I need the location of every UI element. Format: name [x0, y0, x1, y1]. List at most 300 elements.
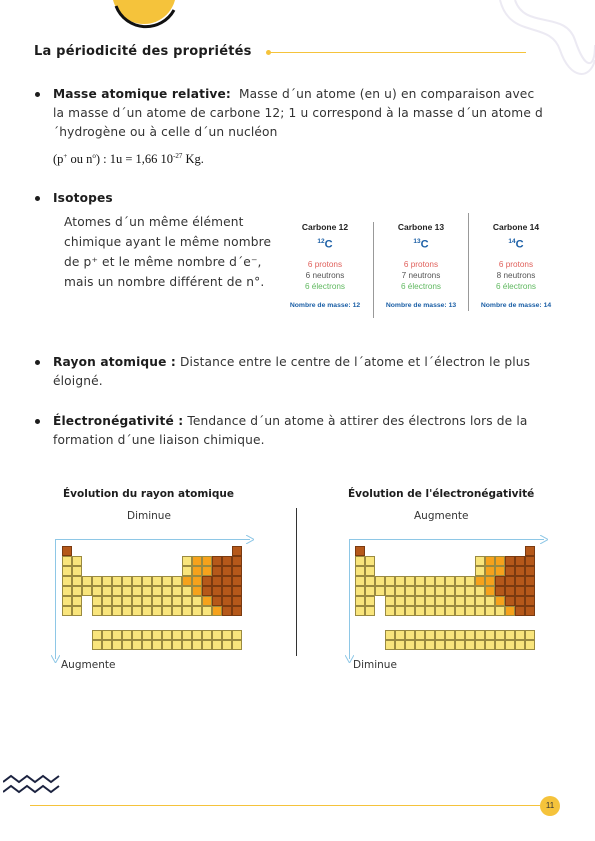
element-cell [112, 640, 122, 650]
horizontal-arrow [55, 539, 250, 540]
element-cell [405, 576, 415, 586]
element-cell [152, 586, 162, 596]
element-cell [415, 586, 425, 596]
element-cell [232, 586, 242, 596]
header-circle-decoration [108, 0, 180, 32]
element-cell [475, 556, 485, 566]
isotope-mass-number: Nombre de masse: 13 [385, 301, 457, 309]
element-cell [92, 640, 102, 650]
element-cell [465, 640, 475, 650]
element-cell [385, 640, 395, 650]
masse-label: Masse atomique relative [53, 87, 226, 101]
element-cell [425, 576, 435, 586]
element-cell [465, 596, 475, 606]
element-cell [182, 566, 192, 576]
isotope-column-c13 [374, 222, 468, 309]
element-cell [202, 606, 212, 616]
element-cell [132, 586, 142, 596]
arrow-down-icon [345, 655, 354, 663]
element-cell [122, 606, 132, 616]
element-cell [92, 586, 102, 596]
arrow-right-icon [540, 535, 548, 544]
formula-sup: + [63, 152, 68, 160]
element-cell [465, 586, 475, 596]
element-cell [515, 586, 525, 596]
element-cell [72, 566, 82, 576]
element-cell [485, 630, 495, 640]
element-cell [122, 596, 132, 606]
rayon-paragraph [53, 353, 553, 391]
isotope-column-c14 [469, 222, 563, 309]
element-cell [385, 586, 395, 596]
element-cell [395, 630, 405, 640]
element-cell [182, 640, 192, 650]
element-cell [495, 640, 505, 650]
element-cell [182, 556, 192, 566]
element-cell [525, 556, 535, 566]
element-cell [355, 606, 365, 616]
element-cell [445, 586, 455, 596]
element-cell [232, 566, 242, 576]
element-cell [202, 576, 212, 586]
corner-curve-decoration [490, 0, 595, 90]
element-cell [62, 566, 72, 576]
element-cell [435, 596, 445, 606]
element-cell [152, 596, 162, 606]
element-cell [355, 586, 365, 596]
element-cell [475, 640, 485, 650]
formula-part: ) : 1u = 1,66 10 [95, 152, 174, 167]
element-cell [182, 596, 192, 606]
element-cell [495, 566, 505, 576]
isotope-neutrons: 7 neutrons [401, 270, 441, 280]
element-cell [355, 596, 365, 606]
isotope-protons: 6 protons [307, 259, 343, 269]
element-cell [475, 576, 485, 586]
element-cell [415, 630, 425, 640]
periodic-table-rayon [62, 546, 250, 650]
element-cell [375, 586, 385, 596]
element-cell [455, 606, 465, 616]
element-cell [182, 630, 192, 640]
element-cell [515, 566, 525, 576]
element-cell [62, 576, 72, 586]
element-cell [72, 576, 82, 586]
element-cell [212, 586, 222, 596]
element-cell [122, 630, 132, 640]
element-cell [192, 630, 202, 640]
element-cell [212, 576, 222, 586]
formula-part: ou n [67, 152, 93, 167]
panel-separator [296, 508, 297, 656]
panel-top-label: Diminue [127, 510, 171, 522]
bullet [35, 360, 40, 365]
element-cell [505, 566, 515, 576]
element-cell [222, 576, 232, 586]
arrow-down-icon [51, 655, 60, 663]
panel-title-electro: Évolution de l'électronégativité [348, 488, 535, 500]
element-cell [455, 640, 465, 650]
element-cell [142, 606, 152, 616]
element-cell [435, 630, 445, 640]
element-cell [355, 566, 365, 576]
bullet [35, 196, 40, 201]
element-cell [495, 606, 505, 616]
element-cell [525, 586, 535, 596]
element-cell [182, 606, 192, 616]
isotope-mass-sup: 14 [508, 238, 516, 245]
element-cell [72, 586, 82, 596]
element-cell [162, 630, 172, 640]
electro-text: Tendance d´un atome à attirer des électrons lors de la formation d´une liaison chimique. [53, 414, 528, 447]
element-cell [62, 556, 72, 566]
element-cell [495, 596, 505, 606]
element-cell [232, 630, 242, 640]
element-cell [395, 640, 405, 650]
element-cell [172, 606, 182, 616]
element-cell [232, 596, 242, 606]
element-cell [92, 630, 102, 640]
element-cell [395, 606, 405, 616]
element-cell [212, 606, 222, 616]
element-cell [405, 596, 415, 606]
element-cell [515, 606, 525, 616]
element-cell [525, 606, 535, 616]
element-cell [192, 576, 202, 586]
element-cell [445, 640, 455, 650]
isotope-mass-number: Nombre de masse: 14 [480, 301, 552, 309]
element-cell [142, 586, 152, 596]
isotope-title: Carbone 12 [301, 222, 349, 232]
element-cell [162, 606, 172, 616]
element-cell [365, 606, 375, 616]
element-cell [505, 576, 515, 586]
formula-sup: o [92, 152, 96, 160]
element-cell [172, 640, 182, 650]
element-cell [425, 596, 435, 606]
electro-label: Électronégativité : [53, 414, 184, 428]
rayon-label: Rayon atomique : [53, 355, 176, 369]
element-cell [495, 630, 505, 640]
element-cell [132, 576, 142, 586]
element-cell [385, 576, 395, 586]
element-cell [122, 576, 132, 586]
element-cell [202, 586, 212, 596]
element-cell [72, 606, 82, 616]
element-cell [475, 586, 485, 596]
element-cell [172, 576, 182, 586]
element-cell [232, 556, 242, 566]
element-cell [132, 630, 142, 640]
element-cell [365, 586, 375, 596]
element-cell [222, 630, 232, 640]
element-cell [445, 596, 455, 606]
page-title: La périodicité des propriétés [34, 44, 252, 59]
element-cell [212, 630, 222, 640]
title-underline [268, 52, 526, 53]
element-cell [435, 576, 445, 586]
element-cell [162, 640, 172, 650]
element-cell [142, 576, 152, 586]
element-cell [505, 586, 515, 596]
element-cell [202, 630, 212, 640]
element-cell [232, 606, 242, 616]
element-cell [192, 566, 202, 576]
isotope-protons: 6 protons [403, 259, 439, 269]
element-cell [82, 586, 92, 596]
masse-paragraph [53, 85, 543, 142]
element-cell [385, 596, 395, 606]
masse-text: Masse d´un atome (en u) en comparaison avec la masse d´un atome de carbone 12; 1 u correspond à la masse d´un atome d´hydrogène ou à celle d´un nucléon [53, 87, 543, 139]
element-cell [485, 596, 495, 606]
element-cell [162, 576, 172, 586]
formula-part: (p [53, 152, 64, 167]
element-cell [102, 606, 112, 616]
element-cell [112, 630, 122, 640]
element-cell [192, 556, 202, 566]
isotope-electrons: 6 électrons [495, 281, 537, 291]
horizontal-arrow [349, 539, 544, 540]
element-cell [485, 586, 495, 596]
footer-line [30, 805, 540, 806]
isotope-symbol [374, 238, 468, 251]
element-cell [355, 556, 365, 566]
element-cell [465, 576, 475, 586]
element-cell [132, 640, 142, 650]
element-cell [112, 576, 122, 586]
element-cell [475, 596, 485, 606]
element-cell [375, 576, 385, 586]
vertical-arrow [349, 539, 350, 659]
element-cell [192, 606, 202, 616]
panel-title-rayon: Évolution du rayon atomique [63, 488, 235, 500]
element-cell [212, 640, 222, 650]
element-cell [222, 556, 232, 566]
isotopes-definition: Atomes d´un même élément chimique ayant le même nombre de p⁺ et le même nombre d´e⁻, mais un nombre différent de n°. [64, 215, 272, 289]
element-cell [102, 596, 112, 606]
panel-bottom-label: Augmente [61, 659, 116, 671]
element-cell [112, 586, 122, 596]
element-cell [102, 576, 112, 586]
page-number-badge: 11 [540, 796, 560, 816]
element-cell [202, 596, 212, 606]
element-cell [92, 596, 102, 606]
element-cell [232, 640, 242, 650]
element-cell [435, 586, 445, 596]
element-cell [232, 546, 242, 556]
isotope-symbol-letter: C [324, 238, 333, 251]
isotope-mass-sup: 12 [317, 238, 325, 245]
element-cell [435, 640, 445, 650]
isotope-column-c12 [278, 222, 372, 309]
element-cell [405, 586, 415, 596]
element-cell [122, 586, 132, 596]
isotopes-label-text: Isotopes [53, 191, 113, 205]
isotope-title: Carbone 14 [492, 222, 540, 232]
element-cell [525, 576, 535, 586]
element-cell [365, 556, 375, 566]
element-cell [222, 596, 232, 606]
element-cell [485, 640, 495, 650]
isotopes-label [53, 189, 113, 208]
element-cell [142, 640, 152, 650]
isotope-symbol [469, 238, 563, 251]
element-cell [385, 630, 395, 640]
element-cell [102, 630, 112, 640]
element-cell [182, 586, 192, 596]
element-cell [475, 606, 485, 616]
element-cell [72, 556, 82, 566]
element-cell [192, 586, 202, 596]
element-cell [485, 566, 495, 576]
element-cell [455, 630, 465, 640]
element-cell [92, 576, 102, 586]
element-cell [505, 630, 515, 640]
zigzag-decoration [3, 772, 63, 798]
element-cell [222, 640, 232, 650]
element-cell [222, 566, 232, 576]
element-cell [525, 640, 535, 650]
panel-top-label: Augmente [414, 510, 469, 522]
element-cell [142, 630, 152, 640]
element-cell [365, 566, 375, 576]
element-cell [445, 606, 455, 616]
element-cell [152, 630, 162, 640]
element-cell [525, 546, 535, 556]
periodic-table-electro [355, 546, 543, 650]
element-cell [485, 576, 495, 586]
element-cell [405, 640, 415, 650]
element-cell [222, 586, 232, 596]
element-cell [112, 606, 122, 616]
element-cell [425, 606, 435, 616]
element-cell [525, 596, 535, 606]
element-cell [142, 596, 152, 606]
isotope-neutrons: 6 neutrons [305, 270, 345, 280]
isotope-symbol [278, 238, 372, 251]
element-cell [202, 566, 212, 576]
element-cell [112, 596, 122, 606]
element-cell [62, 596, 72, 606]
element-cell [92, 606, 102, 616]
isotope-symbol-letter: C [515, 238, 524, 251]
element-cell [202, 556, 212, 566]
element-cell [495, 576, 505, 586]
bullet [35, 419, 40, 424]
formula-sup: -27 [173, 152, 183, 160]
element-cell [505, 596, 515, 606]
element-cell [395, 586, 405, 596]
element-cell [212, 556, 222, 566]
element-cell [415, 606, 425, 616]
element-cell [102, 586, 112, 596]
element-cell [232, 576, 242, 586]
element-cell [475, 566, 485, 576]
element-cell [162, 596, 172, 606]
element-cell [505, 606, 515, 616]
panel-bottom-label: Diminue [353, 659, 397, 671]
element-cell [465, 630, 475, 640]
isotope-protons: 6 protons [498, 259, 534, 269]
element-cell [395, 576, 405, 586]
electro-paragraph [53, 412, 553, 450]
element-cell [365, 576, 375, 586]
element-cell [222, 606, 232, 616]
arrow-right-icon [246, 535, 254, 544]
element-cell [152, 640, 162, 650]
nucleon-mass-formula [53, 152, 204, 167]
element-cell [525, 566, 535, 576]
element-cell [202, 640, 212, 650]
element-cell [475, 630, 485, 640]
element-cell [485, 606, 495, 616]
element-cell [212, 566, 222, 576]
element-cell [182, 576, 192, 586]
element-cell [515, 556, 525, 566]
rayon-text: Distance entre le centre de l´atome et l´électron le plus éloigné. [53, 355, 531, 388]
element-cell [212, 596, 222, 606]
isotope-electrons: 6 électrons [304, 281, 346, 291]
element-cell [152, 576, 162, 586]
element-cell [415, 576, 425, 586]
element-cell [172, 596, 182, 606]
element-cell [515, 630, 525, 640]
element-cell [505, 640, 515, 650]
formula-part: Kg. [182, 152, 204, 167]
element-cell [515, 596, 525, 606]
bullet [35, 92, 40, 97]
element-cell [395, 596, 405, 606]
element-cell [515, 640, 525, 650]
element-cell [435, 606, 445, 616]
element-cell [62, 606, 72, 616]
element-cell [415, 640, 425, 650]
element-cell [405, 606, 415, 616]
isotope-neutrons: 8 neutrons [496, 270, 536, 280]
element-cell [495, 556, 505, 566]
element-cell [465, 606, 475, 616]
element-cell [102, 640, 112, 650]
element-cell [515, 576, 525, 586]
element-cell [445, 630, 455, 640]
element-cell [172, 630, 182, 640]
element-cell [385, 606, 395, 616]
element-cell [62, 586, 72, 596]
element-cell [132, 606, 142, 616]
isotope-title: Carbone 13 [397, 222, 445, 232]
isotope-mass-sup: 13 [413, 238, 421, 245]
element-cell [455, 576, 465, 586]
element-cell [355, 576, 365, 586]
element-cell [82, 576, 92, 586]
element-cell [505, 556, 515, 566]
element-cell [425, 630, 435, 640]
element-cell [132, 596, 142, 606]
element-cell [425, 586, 435, 596]
isotope-electrons: 6 électrons [400, 281, 442, 291]
element-cell [172, 586, 182, 596]
element-cell [425, 640, 435, 650]
element-cell [495, 586, 505, 596]
element-cell [365, 596, 375, 606]
element-cell [122, 640, 132, 650]
element-cell [405, 630, 415, 640]
element-cell [525, 630, 535, 640]
element-cell [415, 596, 425, 606]
element-cell [162, 586, 172, 596]
element-cell [72, 596, 82, 606]
element-cell [455, 586, 465, 596]
